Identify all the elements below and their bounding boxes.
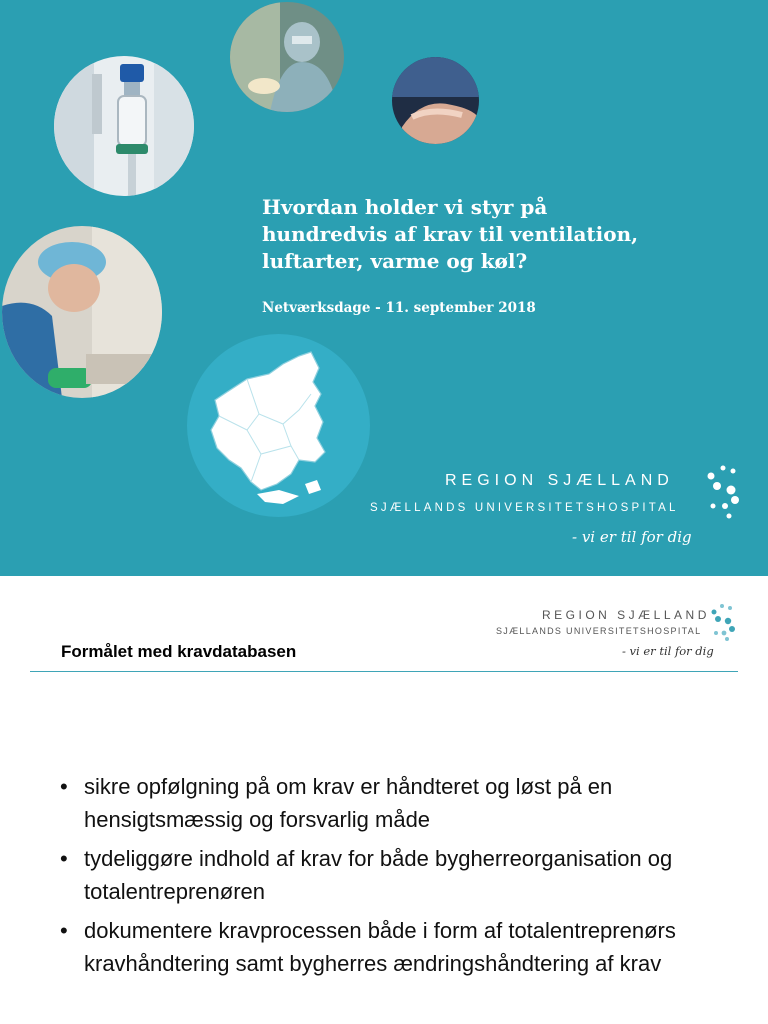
list-item	[60, 914, 750, 980]
bullet-icon: •	[60, 846, 68, 871]
holding-hands-photo	[392, 57, 479, 144]
logo-region-name: REGION SJÆLLAND	[445, 472, 674, 489]
logo-hospital-name: SJÆLLANDS UNIVERSITETSHOSPITAL	[496, 626, 702, 636]
slide-title	[262, 194, 682, 275]
title-line: hundredvis af krav til ventilation,	[262, 222, 639, 246]
list-item-text: tydeliggøre indhold af krav for både bygherreorganisation og totalentreprenøren	[84, 846, 673, 904]
list-item-text: dokumentere kravprocessen både i form af totalentreprenørs kravhåndtering samt bygherres ændringshåndtering af krav	[84, 918, 676, 976]
slide-heading: Formålet med kravdatabasen	[61, 642, 297, 661]
logo-tagline: - vi er til for dig	[622, 644, 714, 658]
region-logo	[370, 470, 750, 570]
logo-dots-icon	[708, 602, 738, 642]
title-line: luftarter, varme og køl?	[262, 249, 528, 273]
content-slide	[0, 576, 768, 1024]
purpose-list	[60, 770, 750, 986]
title-line: Hvordan holder vi styr på	[262, 195, 548, 219]
list-item-text: sikre opfølgning på om krav er håndteret og løst på en hensigtsmæssig og forsvarlig måde	[84, 774, 613, 832]
logo-region-name: REGION SJÆLLAND	[542, 608, 710, 622]
nurse-photo	[2, 226, 162, 398]
logo-hospital-name: SJÆLLANDS UNIVERSITETSHOSPITAL	[370, 502, 679, 514]
list-item	[60, 770, 750, 836]
bullet-icon: •	[60, 774, 68, 799]
region-logo-small	[494, 602, 744, 668]
lab-worker-photo	[230, 2, 344, 112]
list-item	[60, 842, 750, 908]
region-map	[187, 334, 370, 517]
logo-tagline: - vi er til for dig	[572, 528, 692, 546]
iv-drip-photo	[54, 56, 194, 196]
slide-subtitle: Netværksdage - 11. september 2018	[262, 300, 536, 316]
heading-divider	[30, 671, 738, 672]
bullet-icon: •	[60, 918, 68, 943]
logo-dots-icon	[703, 462, 743, 522]
